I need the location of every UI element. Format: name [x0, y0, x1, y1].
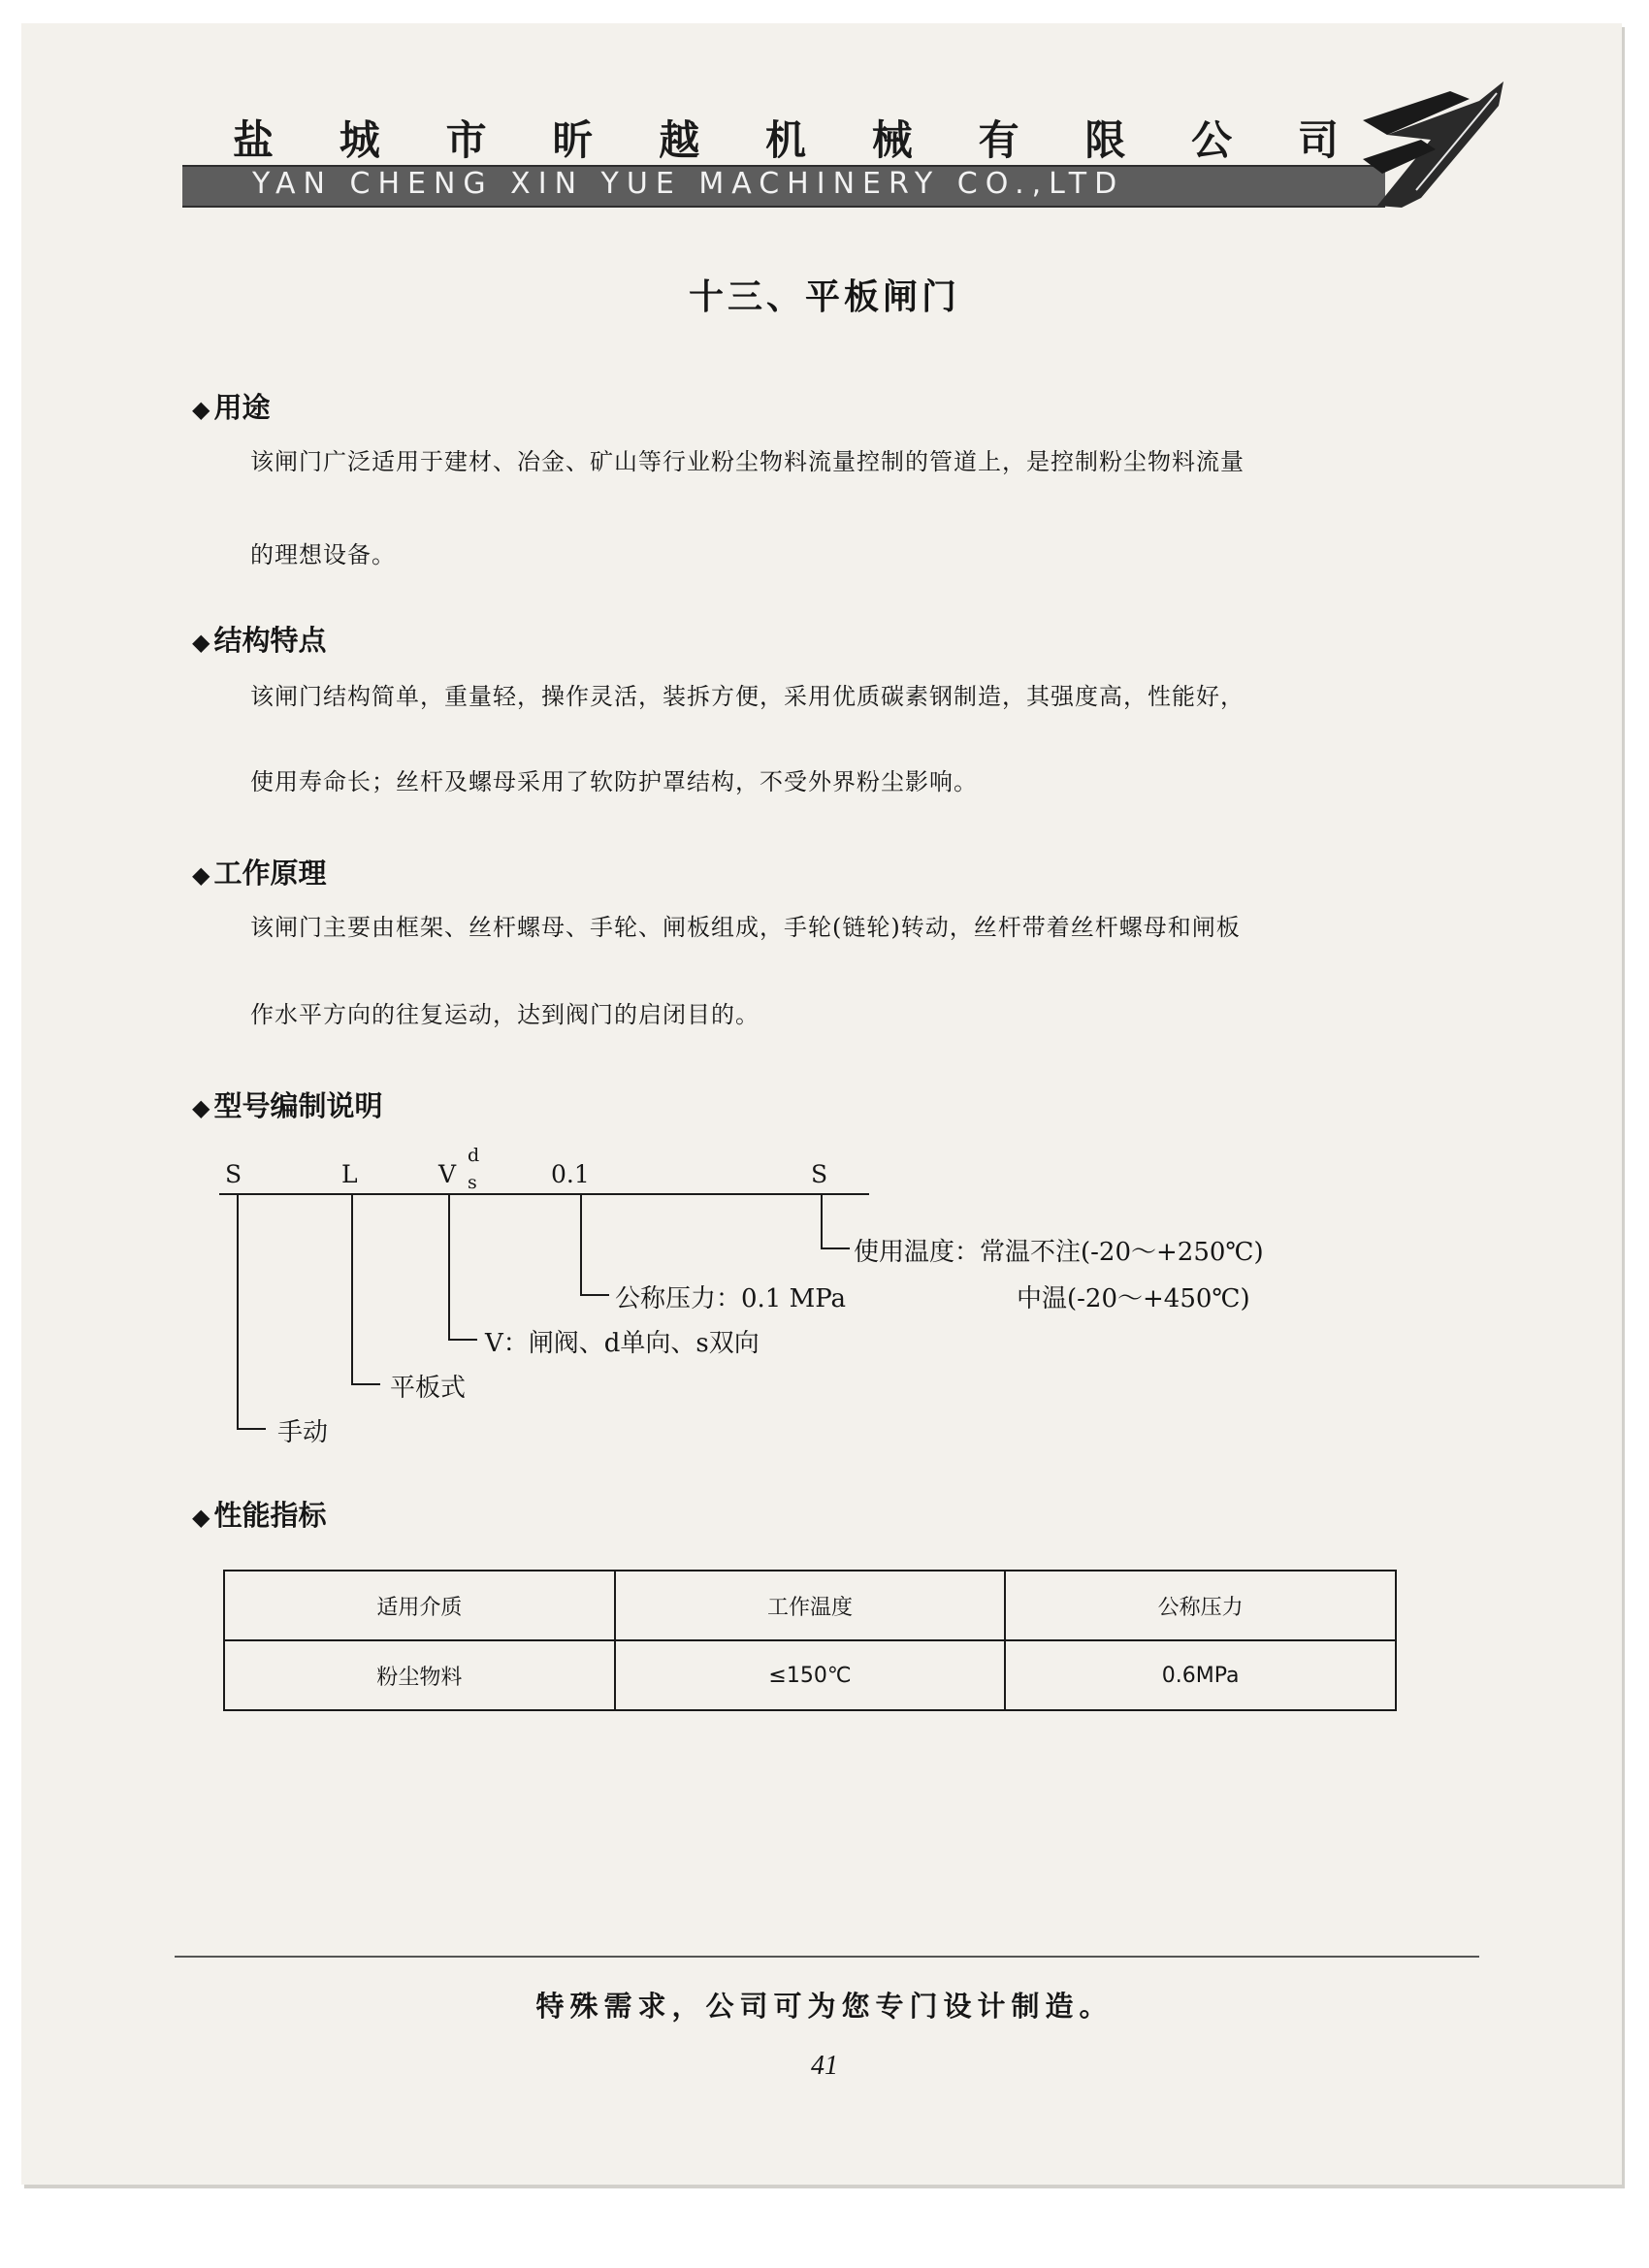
table-cell: ≤150℃: [615, 1640, 1006, 1710]
label-pressure: 公称压力：0.1 MPa: [615, 1284, 847, 1313]
leader-line: [821, 1195, 823, 1249]
company-char: 司: [1297, 116, 1339, 164]
leader-line: [351, 1383, 380, 1385]
company-name-en: YAN CHENG XIN YUE MACHINERY CO.,LTD: [252, 167, 1125, 201]
company-char: 限: [1084, 116, 1126, 164]
diamond-bullet-icon: ◆: [192, 1094, 210, 1121]
company-char: 城: [339, 116, 380, 164]
code-l-plate: L: [341, 1160, 358, 1188]
company-char: 械: [871, 116, 913, 164]
table-row: [224, 1640, 1396, 1710]
section-heading-performance: ◆ 性能指标: [192, 1499, 327, 1532]
diamond-bullet-icon: ◆: [192, 1504, 210, 1531]
leader-line: [580, 1294, 609, 1296]
company-name-cn: [233, 109, 1339, 167]
structure-line-2: 使用寿命长；丝杆及螺母采用了软防护罩结构，不受外界粉尘影响。: [250, 768, 978, 795]
label-valve-type: V：闸阀、d单向、s双向: [485, 1329, 760, 1358]
structure-line-1: 该闸门结构简单，重量轻，操作灵活，装拆方便，采用优质碳素钢制造，其强度高，性能好，: [250, 683, 1245, 710]
leader-line: [237, 1428, 266, 1430]
code-underline: [219, 1193, 869, 1195]
company-char: 公: [1191, 116, 1233, 164]
leader-line: [351, 1195, 353, 1385]
page-number: 41: [811, 2051, 838, 2081]
code-s-subscript: s: [468, 1172, 477, 1193]
company-char: 昕: [552, 116, 594, 164]
leader-line: [237, 1195, 239, 1430]
principle-line-1: 该闸门主要由框架、丝杆螺母、手轮、闸板组成，手轮(链轮)转动，丝杆带着丝杆螺母和闸板: [250, 914, 1241, 941]
code-pressure: 0.1: [551, 1160, 590, 1188]
diamond-bullet-icon: ◆: [192, 861, 210, 889]
code-s-temperature: S: [811, 1160, 828, 1188]
diamond-bullet-icon: ◆: [192, 629, 210, 656]
company-char: 有: [978, 116, 1019, 164]
leader-line: [580, 1195, 582, 1296]
section-heading-principle: ◆ 工作原理: [192, 857, 327, 890]
leader-line: [821, 1247, 850, 1249]
company-char: 市: [445, 116, 487, 164]
page-title: 十三、平板闸门: [688, 277, 960, 317]
table-cell: 粉尘物料: [224, 1640, 615, 1710]
label-manual: 手动: [277, 1418, 329, 1447]
principle-line-2: 作水平方向的往复运动，达到阀门的启闭目的。: [250, 1001, 760, 1028]
table-header-cell: 适用介质: [224, 1571, 615, 1640]
performance-table: [223, 1570, 1397, 1711]
label-temperature-room: 使用温度：常温不注(-20～+250℃): [854, 1238, 1264, 1267]
company-logo-icon: [1363, 81, 1504, 208]
section-heading-model: ◆ 型号编制说明: [192, 1089, 383, 1122]
code-s-manual: S: [225, 1160, 242, 1188]
table-header-cell: 工作温度: [615, 1571, 1006, 1640]
label-temperature-mid: 中温(-20～+450℃): [1017, 1284, 1250, 1313]
code-d-superscript: d: [468, 1145, 480, 1166]
section-heading-usage: ◆ 用途: [192, 391, 271, 424]
diamond-bullet-icon: ◆: [192, 396, 210, 423]
usage-line-1: 该闸门广泛适用于建材、冶金、矿山等行业粉尘物料流量控制的管道上，是控制粉尘物料流量: [250, 448, 1245, 475]
table-header-cell: 公称压力: [1005, 1571, 1396, 1640]
label-plate: 平板式: [390, 1374, 467, 1403]
table-cell: 0.6MPa: [1005, 1640, 1396, 1710]
usage-line-2: 的理想设备。: [250, 541, 396, 568]
leader-line: [448, 1339, 477, 1341]
company-char: 机: [764, 116, 806, 164]
company-char: 越: [659, 116, 700, 164]
section-heading-structure: ◆ 结构特点: [192, 624, 327, 657]
leader-line: [448, 1195, 450, 1341]
footer-note: 特殊需求，公司可为您专门设计制造。: [535, 1990, 1114, 2023]
company-char: 盐: [233, 116, 275, 164]
code-v-valve: V: [438, 1160, 457, 1188]
footer-divider: [175, 1956, 1479, 1958]
table-header-row: [224, 1571, 1396, 1640]
